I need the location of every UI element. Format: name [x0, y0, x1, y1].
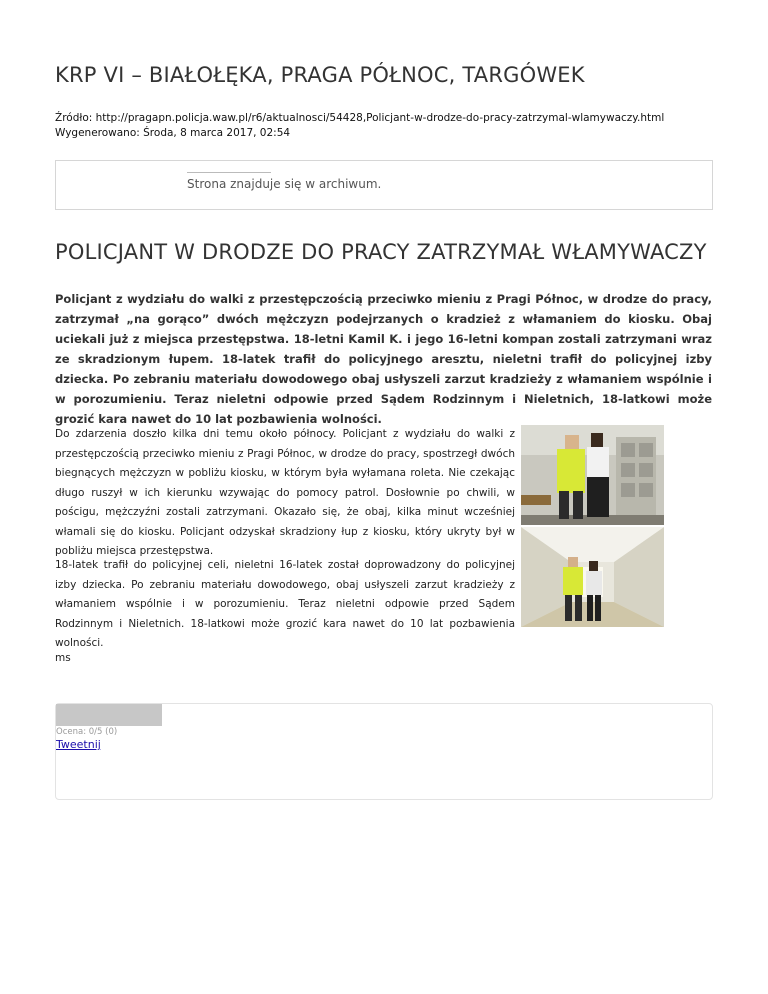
source-meta — [55, 111, 664, 141]
article-paragraph-2: 18-latek trafił do policyjnej celi, nieletni 16-latek został doprowadzony do policyjnej izby dziecka. Po zebraniu materiału dowodowego, obaj usłyszeli zarzut kradzieży z włamaniem wspólnie i w porozumieniu. Teraz nieletni odpowie przed Sądem Rodzinnym i Nieletnich. 18-latkowi może grozić kara nawet do 10 lat pozbawienia wolności. — [55, 559, 515, 649]
rating-box — [55, 703, 713, 800]
archive-notice-box — [55, 160, 713, 210]
tweet-link[interactable]: Tweetnij — [56, 738, 101, 751]
rating-stars-bar[interactable] — [56, 704, 162, 726]
photo-police-detention[interactable] — [521, 425, 664, 525]
article-lead: Policjant z wydziału do walki z przestępczością przeciwko mieniu z Pragi Północ, w drodze do pracy, zatrzymał „na gorąco” dwóch mężczyzn podejrzanych o kradzież z włamaniem do kiosku. Obaj uciekali już z miejsca przestępstwa. 18-letni Kamil K. i jego 16-letni kompan zostali zatrzymani wraz ze skradzionym łupem. 18-latek trafił do policyjnego aresztu, nieletni trafił do policyjnej izby dziecka. Po zebraniu materiału dowodowego obaj usłyszeli zarzut kradzieży z włamaniem wspólnie i w porozumieniu. Teraz nieletni odpowie przed Sądem Rodzinnym i Nieletnich, 18-latkowi może grozić kara nawet do 10 lat pozbawienia wolności. — [55, 292, 712, 426]
photo-police-corridor[interactable] — [521, 527, 664, 627]
article-paragraph-1: Do zdarzenia doszło kilka dni temu około północy. Policjant z wydziału do walki z przestępczością przeciwko mieniu z Pragi Północ, w drodze do pracy, spostrzegł dwóch biegnących mężczyzn w pobliżu kiosku, w którym była wyłamana roleta. Nie czekając długo ruszył w ich kierunku wzywając do pomocy patrol. Dosłownie po chwili, w pościgu, mężczyźni zostali zatrzymani. Okazało się, że obaj, kilka minut wcześniej włamali się do kiosku. Policjant odzyskał skradziony łup z kiosku, który ukryty był w pobliżu miejsca przestępstwa. — [55, 428, 515, 557]
rating-text: Ocena: 0/5 (0) — [56, 727, 118, 737]
article-title: POLICJANT W DRODZE DO PRACY ZATRZYMAŁ WŁAMYWACZY — [55, 240, 707, 264]
archive-divider — [187, 172, 271, 173]
author-signature: ms — [55, 652, 71, 664]
archive-notice: Strona znajduje się w archiwum. — [187, 177, 382, 191]
site-title: KRP VI – BIAŁOŁĘKA, PRAGA PÓŁNOC, TARGÓWEK — [55, 63, 585, 87]
source-line: Źródło: http://pragapn.policja.waw.pl/r6/aktualnosci/54428,Policjant-w-drodze-do-pracy-zatrzymal-wlamywaczy.html — [55, 112, 665, 124]
generated-line: Wygenerowano: Środa, 8 marca 2017, 02:54 — [55, 127, 291, 139]
